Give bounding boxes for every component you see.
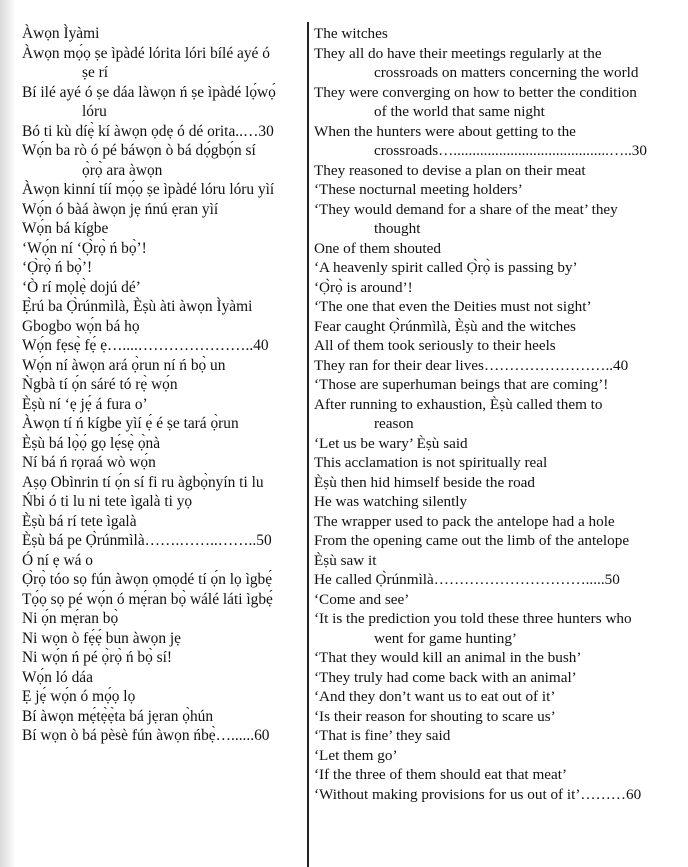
yoruba-verse-line: Ó ní ẹ wá o [22, 551, 93, 569]
yoruba-verse-line: ọ̀rọ̀ ara àwọn [82, 161, 163, 179]
yoruba-verse-line: Wọ́n ó bàá àwọn jẹ ńnú ẹran yìí [22, 200, 219, 218]
english-verse-line: ‘If the three of them should eat that meat’ [314, 766, 568, 783]
yoruba-verse-line: Bó ti kù díẹ̀ kí àwọn ọdẹ ó dé orita..…30 [22, 122, 274, 140]
english-verse-line: The wrapper used to pack the antelope had a hole [314, 512, 615, 530]
yoruba-verse-line: Àwọn kinní tíí mọ́ọ ṣe ìpàdé lóru lóru yìí [22, 181, 275, 198]
yoruba-verse-line: Gbogbo wọ́n bá họ [22, 317, 140, 335]
yoruba-verse-line: ‘Ò rí mọlẹ̀ dojú dé’ [22, 278, 141, 296]
yoruba-verse-line: Èṣù bá lọ̀ọ́ gọ lẹ́sẹ̀ ọ̀nà [22, 434, 161, 452]
yoruba-verse-line: Èṣù ní ‘ẹ jẹ́ á fura o’ [22, 395, 148, 413]
english-verse-line: ‘That is fine’ they said [314, 727, 451, 744]
yoruba-verse-line: Àwọn tí ń kígbe yìí ẹ́ é ṣe tará ọ̀run [22, 415, 239, 432]
english-verse-line: of the world that same night [374, 103, 545, 120]
yoruba-verse-line: ‘Ọ̀rọ̀ ń bọ̀’! [22, 259, 93, 276]
english-verse-line: ‘It is the prediction you told these three hunters who [314, 610, 632, 627]
english-verse-line: After running to exhaustion, Èṣù called them to [314, 395, 603, 413]
yoruba-verse-line: Èṣù bá pe Ọ̀rúnmìlà…….……..……..50 [22, 532, 272, 549]
english-verse-line: ‘Come and see’ [314, 590, 410, 608]
english-verse-line: The witches [314, 25, 388, 42]
english-verse-line: ‘Let them go’ [314, 746, 398, 764]
english-translation-column [314, 24, 680, 804]
yoruba-verse-line: Ni wọ́n ń pé ọ̀rọ̀ ń bọ̀ sí! [22, 649, 173, 666]
english-verse-line: thought [374, 220, 421, 237]
english-verse-line: ‘The one that even the Deities must not sight’ [314, 298, 592, 315]
yoruba-verse-line: Ǹgbà tí ọ́n sáré tó rẹ̀ wọ́n [22, 376, 178, 393]
yoruba-verse-line: Aṣọ Obìnrin tí ọ́n sí fi ru àgbọ̀nyín ti lu [22, 473, 264, 491]
yoruba-verse-line: ṣe rí [82, 64, 109, 81]
yoruba-verse-line: Wọ́n ní àwọn ará ọ̀run ní ń bọ̀ un [22, 356, 226, 374]
english-verse-line: Fear caught Ọ̀rúnmìlà, Èṣù and the witches [314, 317, 576, 335]
english-verse-line: He was watching silently [314, 493, 468, 510]
yoruba-verse-line: Ní bá ń rọraá wò wọ́n [22, 454, 156, 471]
yoruba-verse-line: Ni ọ́n mẹ́ran bọ̀ [22, 610, 119, 627]
english-verse-line: ‘And they don’t want us to eat out of it’ [314, 688, 556, 705]
english-verse-line: Èṣù then hid himself beside the road [314, 473, 536, 491]
yoruba-verse-line: Bí àwọn mẹ́tẹ̀ẹ̀ta bá jẹran ọ̀hún [22, 707, 214, 725]
english-verse-line: One of them shouted [314, 239, 441, 257]
yoruba-verse-line: Ẹ̀rú ba Ọ̀rúnmìlà, Èṣù àti àwọn Ìyàmi [22, 298, 253, 315]
english-verse-line: ‘Is their reason for shouting to scare us’ [314, 707, 556, 725]
yoruba-verse-line: Àwọn mọ́ọ ṣe ìpàdé lórita lóri bílé ayé ó [22, 44, 270, 62]
english-verse-line: When the hunters were about getting to the [314, 122, 576, 140]
page-edge-shadow [0, 0, 16, 867]
yoruba-verse-line: Wọ́n fẹsẹ̀ fẹ́ ẹ…....…………………..40 [22, 337, 269, 354]
english-verse-line: ‘Without making provisions for us out of it’………60 [314, 785, 642, 803]
yoruba-verse-line: lóru [82, 103, 107, 120]
english-verse-line: From the opening came out the limb of the antelope [314, 532, 630, 549]
yoruba-verse-line: Wọ́n ló dáa [22, 668, 93, 686]
english-verse-line: ‘That they would kill an animal in the bush’ [314, 649, 582, 666]
column-divider [307, 22, 309, 867]
english-verse-line: They all do have their meetings regularly at the [314, 44, 602, 62]
yoruba-verse-line: Àwọn Ìyàmi [22, 25, 100, 42]
english-verse-line: went for game hunting’ [374, 629, 517, 647]
english-verse-line: ‘They would demand for a share of the meat’ they [314, 200, 618, 218]
english-verse-line: crossroads on matters concerning the world [374, 64, 639, 81]
english-verse-line: ‘Let us be wary’ Èṣù said [314, 434, 468, 452]
yoruba-verse-line: Ẹ jẹ́ wọ́n ó mọ́ọ lọ [22, 688, 136, 705]
english-verse-line: Èṣù saw it [314, 551, 377, 569]
english-verse-line: ‘A heavenly spirit called Ọ̀rọ̀ is passing by’ [314, 259, 578, 276]
english-verse-line: All of them took seriously to their heels [314, 337, 556, 354]
yoruba-verse-line: Ńbi ó ti lu ni tete ìgalà ti yọ [22, 493, 193, 510]
english-verse-line: He called Ọ̀rúnmìlà………………………….....50 [314, 571, 620, 588]
yoruba-verse-line: Bí ilé ayé ó ṣe dáa làwọn ń ṣe ìpàdé lọ́wọ́ [22, 83, 276, 101]
english-verse-line: They ran for their dear lives……………………..40 [314, 356, 629, 374]
english-verse-line: ‘They truly had come back with an animal’ [314, 668, 577, 686]
english-verse-line: This acclamation is not spiritually real [314, 454, 548, 471]
yoruba-verse-line: Ni wọn ò fẹ́ẹ́ bun àwọn jẹ [22, 629, 181, 647]
english-verse-line: reason [374, 415, 414, 432]
yoruba-verse-line: Ọ̀rọ̀ tóo sọ fún àwọn ọmọdé tí ọ́n lọ ìgbẹ́ [22, 571, 273, 588]
yoruba-verse-line: Wọ́n ba rò ó pé báwọn ò bá dọ́gbọ́n sí [22, 142, 256, 159]
yoruba-verse-line: Wọ́n bá kígbe [22, 220, 109, 237]
english-verse-line: ‘Ọ̀rọ̀ is around’! [314, 278, 413, 296]
yoruba-text-column [22, 24, 306, 746]
english-verse-line: crossroads….........................................…..30 [374, 142, 647, 159]
yoruba-verse-line: Tọ́ọ sọ pé wọ́n ó mẹ́ran bọ̀ wálé láti ìgbẹ́ [22, 590, 273, 608]
yoruba-verse-line: Èṣù bá rí tete ìgalà [22, 512, 137, 530]
english-verse-line: They reasoned to devise a plan on their meat [314, 161, 586, 179]
yoruba-verse-line: ‘Wọ́n ní ‘Ọ̀rọ̀ ń bọ̀’! [22, 239, 147, 257]
yoruba-verse-line: Bí wọn ò bá pèsè fún àwọn ńbẹ̀…......60 [22, 727, 270, 744]
english-verse-line: ‘Those are superhuman beings that are coming’! [314, 376, 609, 393]
english-verse-line: They were converging on how to better the condition [314, 83, 637, 101]
english-verse-line: ‘These nocturnal meeting holders’ [314, 181, 523, 198]
